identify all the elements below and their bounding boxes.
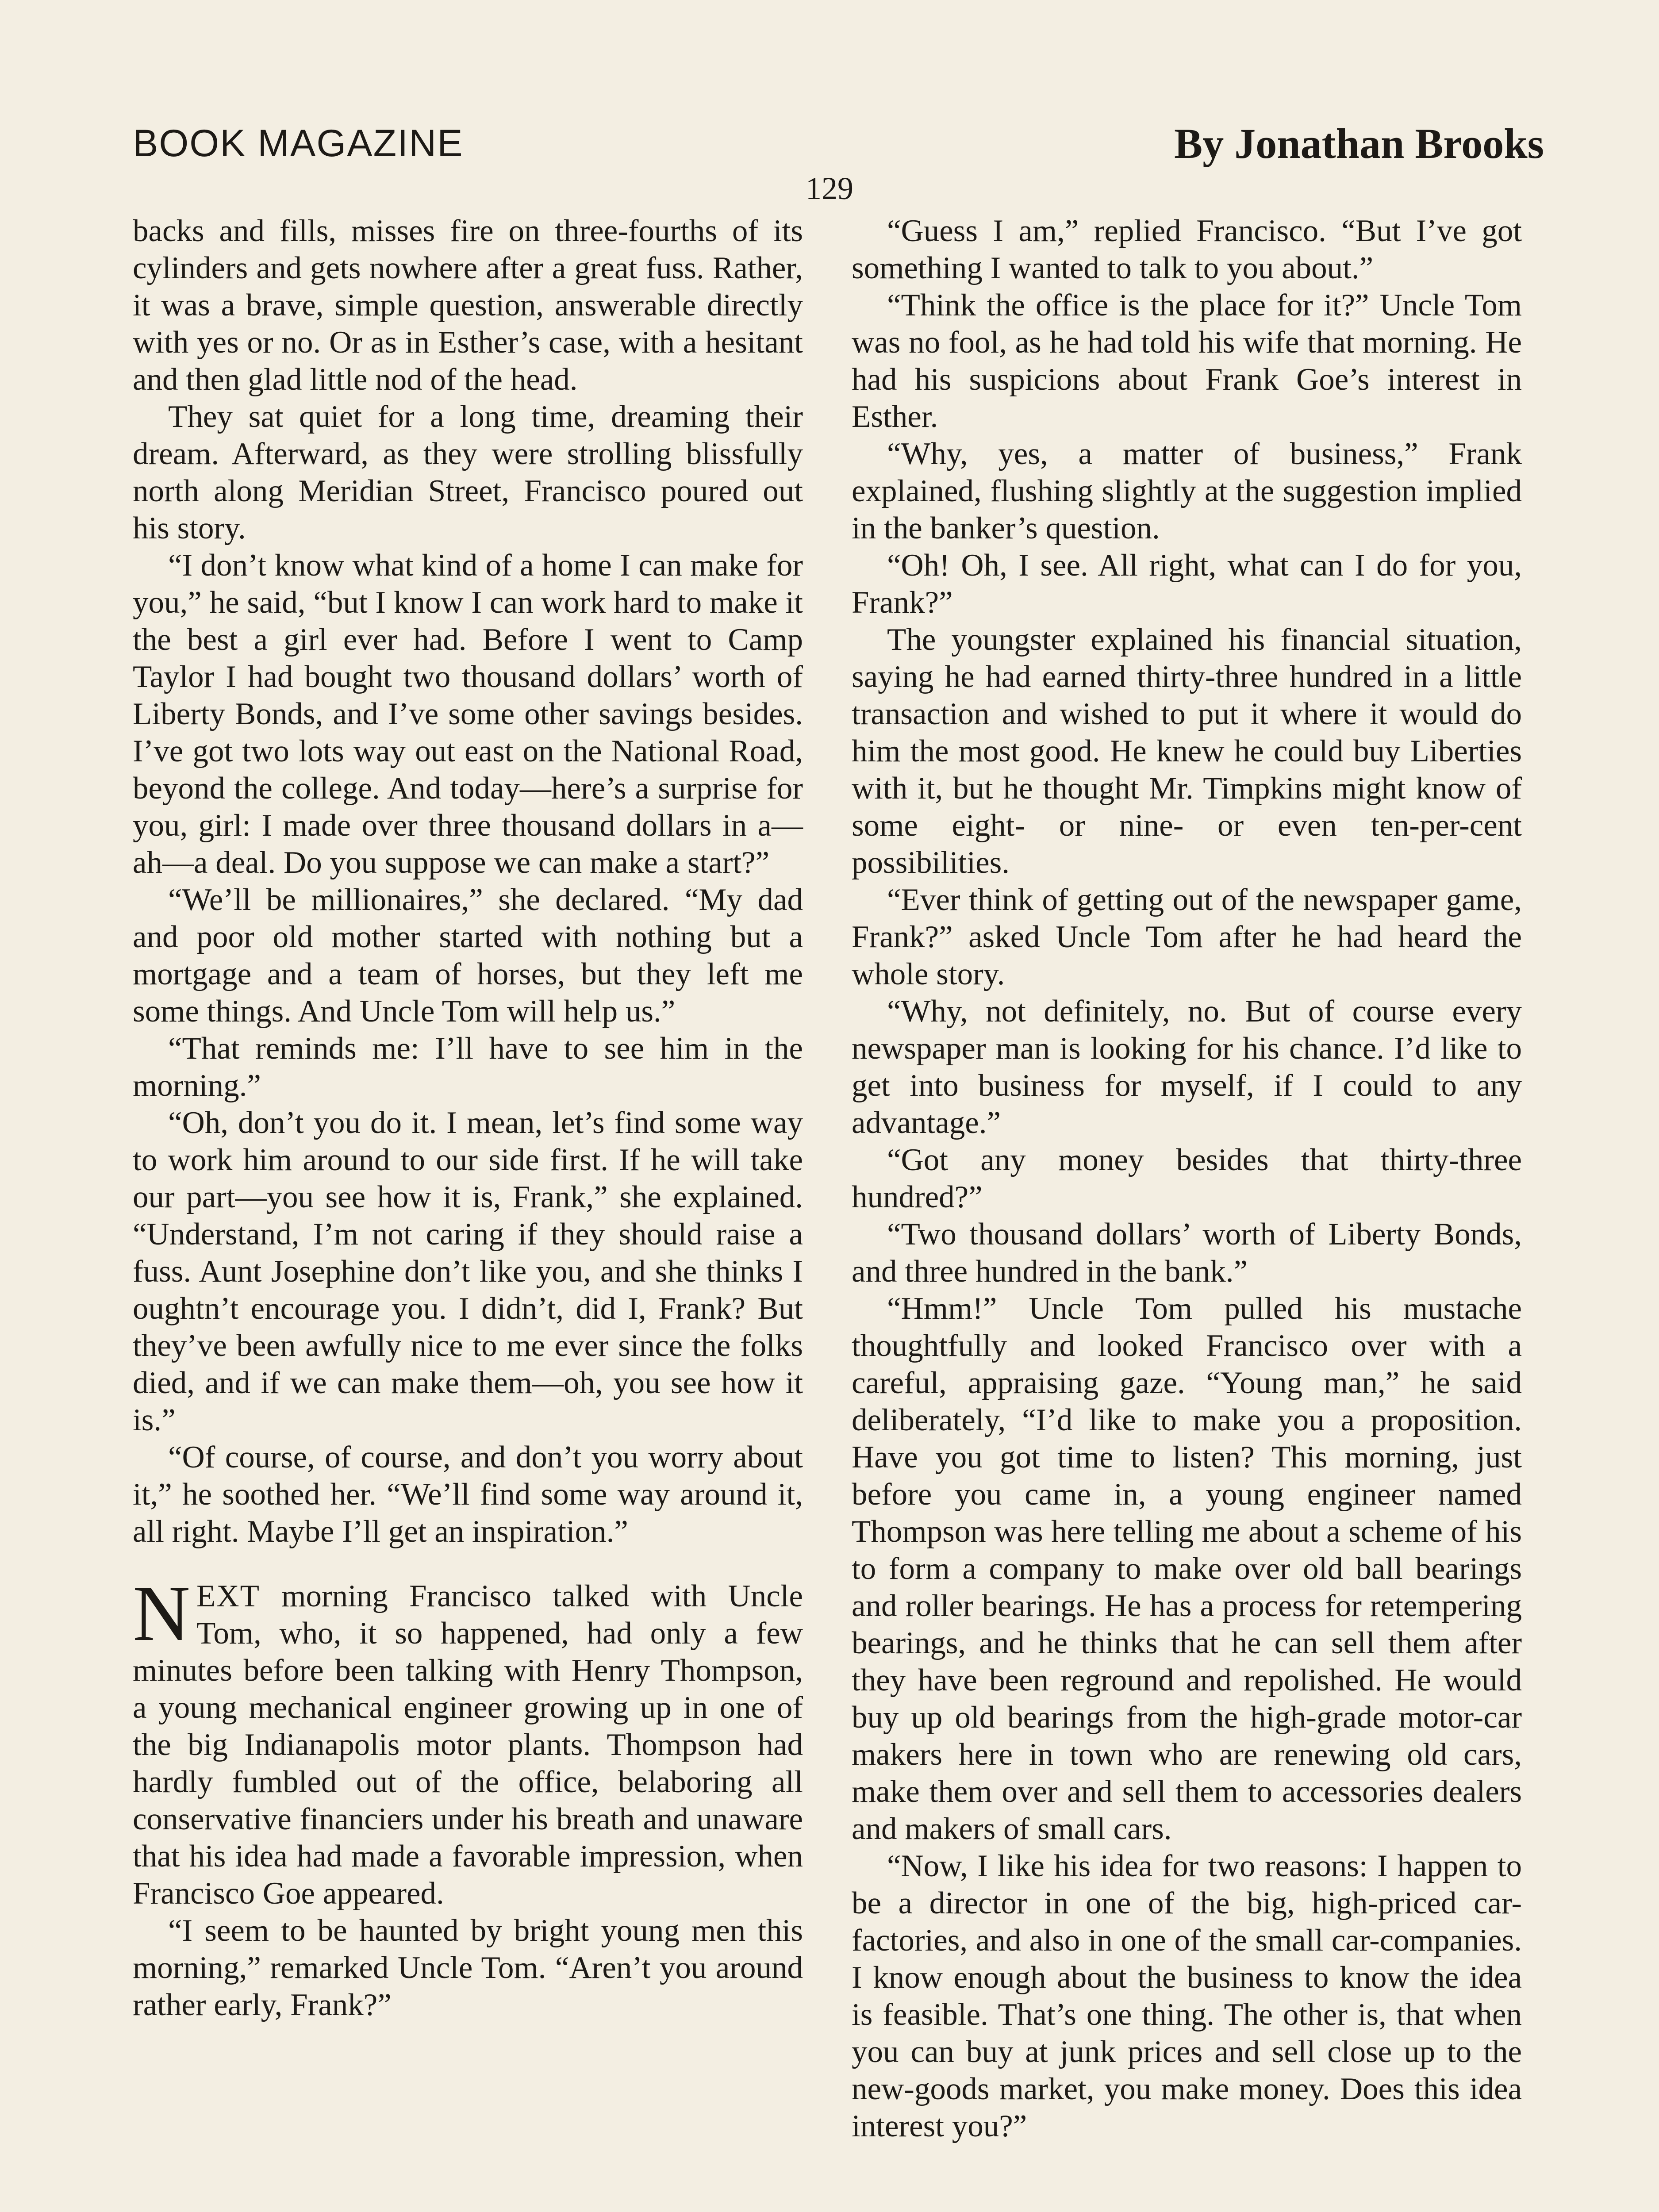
paragraph-text: morning Francisco talked with Uncle Tom, who, it so happened, had only a few minutes before been talking with Henry Thompson, a young mechanical engineer growing up in one of the big Indianapolis motor plants. Thompson had hardly fumbled out of the office, belaboring all conservative financiers under his breath and unaware that his idea had made a favorable impression, when Francisco Goe appeared. <box>133 1579 803 1911</box>
paragraph: “Two thousand dollars’ worth of Liberty Bonds, and three hundred in the bank.” <box>852 1217 1522 1289</box>
paragraph: The youngster explained his financial situation, saying he had earned thirty-three hundred in a little transaction and wished to put it where it would do him the most good. He knew he could buy Liberties with it, but he thought Mr. Timpkins might know of some eight- or nine- or even ten-per-cent possibilities. <box>852 622 1522 880</box>
paragraph: “Of course, of course, and don’t you worry about it,” he soothed her. “We’ll find some way around it, all right. Maybe I’ll get an inspiration.” <box>133 1440 803 1549</box>
paragraph: “I seem to be haunted by bright young men this morning,” remarked Uncle Tom. “Aren’t you around rather early, Frank?” <box>133 1913 803 2022</box>
paragraph: “Why, yes, a matter of business,” Frank explained, flushing slightly at the suggestion implied in the banker’s question. <box>852 437 1522 545</box>
page-header <box>133 113 1544 175</box>
paragraph: “Now, I like his idea for two reasons: I happen to be a director in one of the big, high-priced car-factories, and also in one of the small car-companies. I know enough about the business to know the idea is feasible. That’s one thing. The other is, that when you can buy at junk prices and sell close up to the new-goods market, you make money. Does this idea interest you?” <box>852 1849 1522 2143</box>
paragraph: “Oh, don’t you do it. I mean, let’s find some way to work him around to our side first. If he will take our part—you see how it is, Frank,” she explained. “Understand, I’m not caring if they should raise a fuss. Aunt Josephine don’t like you, and she thinks I oughtn’t encourage you. I didn’t, did I, Frank? But they’ve been awfully nice to me ever since the folks died, and if we can make them—oh, you see how it is.” <box>133 1106 803 1437</box>
paragraph: “Think the office is the place for it?” Uncle Tom was no fool, as he had told his wife that morning. He had his suspicions about Frank Goe’s interest in Esther. <box>852 288 1522 434</box>
paragraph: “Hmm!” Uncle Tom pulled his mustache thoughtfully and looked Francisco over with a careful, appraising gaze. “Young man,” he said deliberately, “I’d like to make you a proposition. Have you got time to listen? This morning, just before you came in, a young engineer named Thompson was here telling me about a scheme of his to form a company to make over old ball bearings and roller bearings. He has a process for retempering bearings, and he thinks that he can sell them after they have been reground and repolished. He would buy up old bearings from the high-grade motor-car makers here in town who are renewing old cars, make them over and sell them to accessories dealers and makers of small cars. <box>852 1291 1522 1846</box>
author-byline: By Jonathan Brooks <box>1174 120 1544 167</box>
paragraph: “I don’t know what kind of a home I can make for you,” he said, “but I know I can work hard to make it the best a girl ever had. Before I went to Camp Taylor I had bought two thousand dollars’ worth of Liberty Bonds, and I’ve some other savings besides. I’ve got two lots way out east on the National Road, beyond the college. And today—here’s a surprise for you, girl: I made over three thousand dollars in a—ah—a deal. Do you suppose we can make a start?” <box>133 548 803 880</box>
paragraph: backs and fills, misses fire on three-fourths of its cylinders and gets nowhere after a great fuss. Rather, it was a brave, simple question, answerable directly with yes or no. Or as in Esther’s case, with a hesitant and then glad little nod of the head. <box>133 214 803 397</box>
paragraph: “Ever think of getting out of the newspaper game, Frank?” asked Uncle Tom after he had heard the whole story. <box>852 883 1522 991</box>
lead-word: EXT <box>196 1579 261 1613</box>
paragraph: “Got any money besides that thirty-three hundred?” <box>852 1143 1522 1214</box>
drop-cap: N <box>133 1569 190 1657</box>
right-column <box>852 212 1522 2145</box>
section-break <box>133 1550 803 1578</box>
paragraph: “That reminds me: I’ll have to see him in the morning.” <box>133 1031 803 1103</box>
paragraph: “Guess I am,” replied Francisco. “But I’ve got something I wanted to talk to you about.” <box>852 214 1522 285</box>
section-opening-paragraph <box>133 1569 803 1912</box>
left-column <box>133 212 803 2024</box>
magazine-title: BOOK MAGAZINE <box>133 122 464 165</box>
paragraph: “Why, not definitely, no. But of course every newspaper man is looking for his chance. I’d like to get into business for myself, if I could to any advantage.” <box>852 994 1522 1140</box>
paragraph: “We’ll be millionaires,” she declared. “My dad and poor old mother started with nothing but a mortgage and a team of horses, but they left me some things. And Uncle Tom will help us.” <box>133 883 803 1029</box>
paragraph: “Oh! Oh, I see. All right, what can I do for you, Frank?” <box>852 548 1522 620</box>
paragraph: They sat quiet for a long time, dreaming their dream. Afterward, as they were strolling blissfully north along Meridian Street, Francisco poured out his story. <box>133 399 803 545</box>
page-number: 129 <box>806 171 853 206</box>
